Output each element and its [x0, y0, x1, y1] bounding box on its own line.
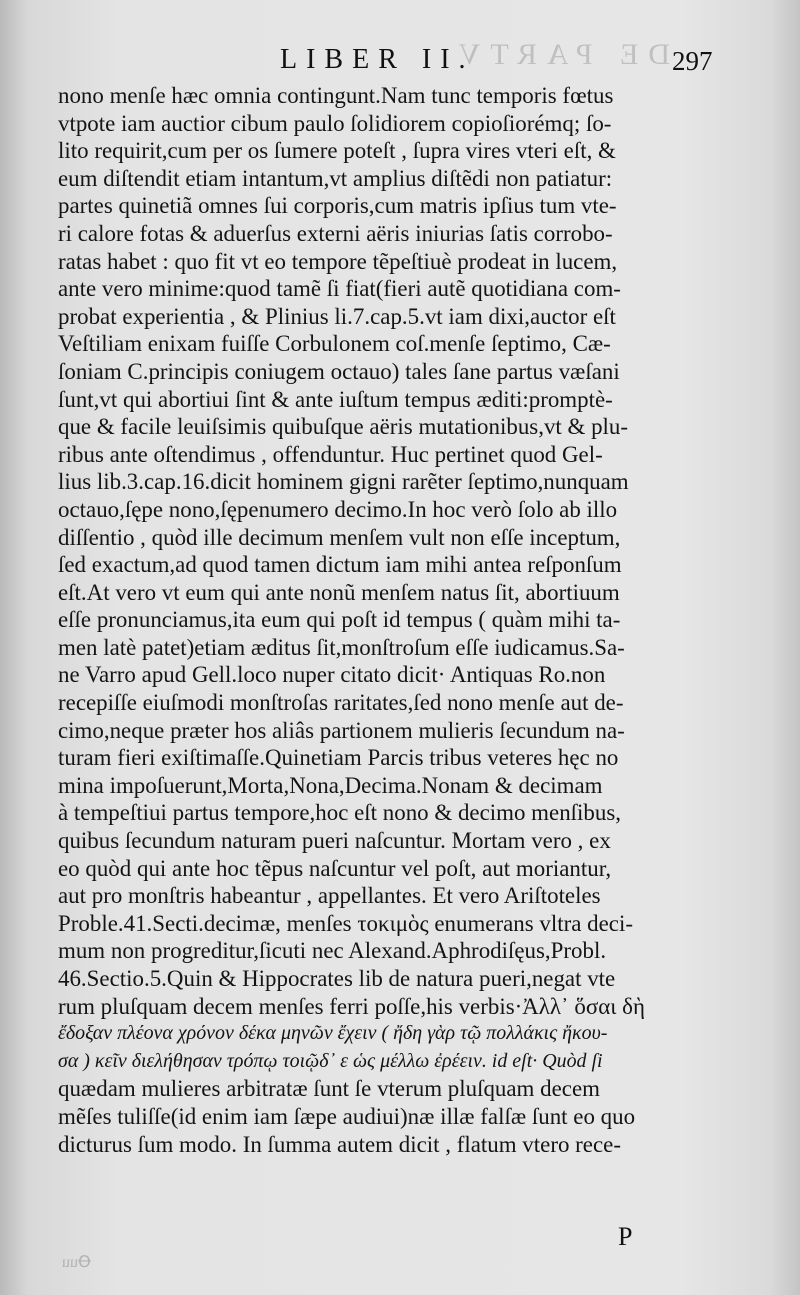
text-line: à tempeſtiui partus tempore,hoc eſt nono & decimo menſibus,: [58, 800, 622, 826]
text-line: ratas habet : quo fit vt eo tempore tẽpeſtiuè prodeat in lucem,: [58, 248, 618, 274]
text-line: ſunt,vt qui abortiui ſint & ante iuſtum tempus æditi:promptè-: [58, 386, 613, 412]
page-header: [0, 40, 800, 80]
text-line: probat experientia , & Plinius li.7.cap.5.vt iam dixi,auctor eſt: [58, 303, 616, 329]
text-line: ſed exactum,ad quod tamen dictum iam mihi antea reſponſum: [58, 552, 622, 578]
text-line: ne Varro apud Gell.loco nuper citato dicit· Antiquas Ro.non: [58, 662, 606, 688]
bleed-through-text: DE PARTV: [448, 38, 670, 71]
text-line: eum diſtendit etiam intantum,vt amplius diſtẽdi non patiatur:: [58, 165, 613, 191]
text-line: ἔδοξαν πλέονα χρόνον δέκα μηνῶν ἔχειν ( ἤδη γὰρ τῷ πολλάκις ἤκου-: [58, 1022, 608, 1045]
text-line: mina impoſuerunt,Morta,Nona,Decima.Nonam & decimam: [58, 772, 603, 798]
text-line: σα ) κεῖν διελήθησαν τρόπῳ τοιῷδ᾽ ε ὡς μέλλω ἐρέειν. id eſt· Quòd ſi: [58, 1049, 603, 1072]
text-line: ſoniam C.principis coniugem octauo) tales ſane partus væſani: [58, 358, 620, 384]
text-line: nono menſe hæc omnia contingunt.Nam tunc temporis fœtus: [58, 83, 614, 108]
text-line: men latè patet)etiam æditus ſit,monſtroſum eſſe iudicamus.Sa-: [58, 634, 625, 660]
text-line: lius lib.3.cap.16.dicit hominem gigni rarẽter ſeptimo,nunquam: [58, 469, 629, 495]
text-line: eo quòd qui ante hoc tẽpus naſcuntur vel poſt, aut moriantur,: [58, 855, 612, 881]
text-line: dicturus ſum modo. In ſumma autem dicit , flatum vtero rece-: [58, 1131, 621, 1157]
running-title: LIBER II.: [280, 44, 475, 75]
text-line: ri calore fotas & aduerſus externi aëris iniurias ſatis corrobo-: [58, 220, 613, 246]
text-line: Proble.41.Secti.decimæ, menſes τοκιμὸς enumerans vltra deci-: [58, 910, 633, 936]
text-line: recepiſſe eiuſmodi monſtroſas raritates,ſed nono menſe aut de-: [58, 690, 624, 716]
text-line: eſt.At vero vt eum qui ante nonũ menſem natus ſit, abortiuum: [58, 579, 620, 605]
text-line: rum pluſquam decem menſes ferri poſſe,his verbis·Ἀλλ᾽ ὅσαι δὴ: [58, 993, 645, 1019]
text-line: octauo,ſępe nono,ſępenumero decimo.In hoc verò ſolo ab illo: [58, 496, 618, 522]
text-line: quædam mulieres arbitratæ ſunt ſe vterum pluſquam decem: [58, 1076, 600, 1102]
page-number: 297: [672, 46, 713, 76]
text-line: turam fieri exiſtimaſſe.Quinetiam Parcis tribus veteres hęc no: [58, 745, 619, 771]
text-line: vtpote iam auctior cibum paulo ſolidiorem copioſiorémq; ſo-: [58, 110, 612, 136]
text-line: aut pro monſtris habeantur , appellantes. Et vero Ariſtoteles: [58, 883, 601, 909]
text-line: mẽſes tuliſſe(id enim iam ſæpe audiui)næ illæ falſæ ſunt eo quo: [58, 1103, 636, 1129]
text-line: 46.Sectio.5.Quin & Hippocrates lib de natura pueri,negat vte: [58, 966, 616, 991]
margin-bleed-mark: Ꝋuu: [62, 1254, 91, 1271]
text-line: eſſe pronunciamus,ita eum qui poſt id tempus ( quàm mihi ta-: [58, 607, 621, 633]
text-line: Veſtiliam enixam fuiſſe Corbulonem coſ.menſe ſeptimo, Cæ-: [58, 331, 611, 357]
text-line: quibus ſecundum naturam pueri naſcuntur. Mortam vero , ex: [58, 828, 611, 854]
text-line: cimo,neque præter hos aliâs partionem mulieris ſecundum na-: [58, 717, 625, 743]
text-line: diſſentio , quòd ille decimum menſem vult non eſſe inceptum,: [58, 524, 621, 550]
text-line: partes quinetiã omnes ſui corporis,cum matris ipſius tum vte-: [58, 193, 617, 219]
signature-mark: P: [618, 1222, 633, 1251]
body-text: [58, 82, 740, 1158]
text-line: mum non progreditur,ſicuti nec Alexand.Aphrodiſęus,Probl.: [58, 938, 607, 964]
text-line: lito requirit,cum per os ſumere poteſt , ſupra vires vteri eſt, &: [58, 138, 616, 164]
text-line: ribus ante oſtendimus , offenduntur. Huc pertinet quod Gel-: [58, 441, 603, 467]
text-line: ante vero minime:quod tamẽ ſi fiat(fieri autẽ quotidiana com-: [58, 276, 621, 302]
text-line: que & facile leuiſsimis quibuſque aëris mutationibus,vt & plu-: [58, 414, 629, 440]
